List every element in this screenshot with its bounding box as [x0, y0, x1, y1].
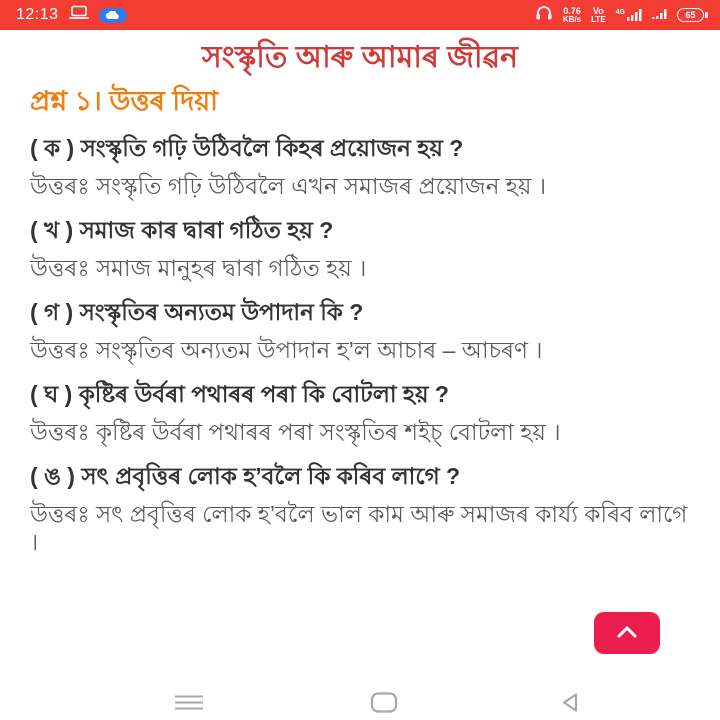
- article-content[interactable]: [0, 30, 720, 616]
- network-speed-indicator: [563, 7, 581, 24]
- volte-icon: [591, 7, 606, 24]
- page-title: সংস্কৃতি আৰু আমাৰ জীৱন: [201, 41, 519, 74]
- headset-icon: [535, 5, 553, 26]
- status-bar-right: [535, 5, 704, 26]
- menu-icon: [172, 693, 206, 716]
- answer-text: উত্তৰঃ কৃষ্টিৰ উৰ্বৰা পথাৰৰ পৰা সংস্কৃতিৰ শইচ্ বোটলা হয় ।: [30, 419, 561, 445]
- qa-item: [30, 298, 690, 364]
- qa-item: [30, 380, 690, 446]
- back-button[interactable]: [556, 690, 584, 719]
- battery-icon: [677, 8, 704, 22]
- network-speed-value: 0.76: [563, 5, 581, 16]
- weather-pill-icon: [99, 8, 127, 23]
- signal-4g-label: 4G: [615, 9, 625, 16]
- status-bar: [0, 0, 720, 30]
- network-speed-unit: KB/s: [562, 14, 582, 24]
- signal-sim2-icon: [652, 6, 667, 24]
- status-bar-left: [16, 5, 127, 25]
- answer-text: উত্তৰঃ সৎ প্ৰবৃত্তিৰ লোক হ’বলৈ ভাল কাম আৰু সমাজৰ কাৰ্য্য কৰিব লাগে ।: [30, 501, 688, 555]
- recents-button[interactable]: [170, 691, 208, 718]
- signal-4g-icon: [616, 9, 642, 21]
- laptop-cast-icon: [69, 5, 89, 25]
- chevron-up-icon: [613, 625, 641, 642]
- answer-text: উত্তৰঃ সমাজ মানুহৰ দ্বাৰা গঠিত হয় ।: [30, 255, 367, 281]
- volte-top-text: Vo: [592, 5, 604, 16]
- qa-item: [30, 462, 690, 556]
- qa-item: [30, 134, 690, 200]
- question-text: ( খ ) সমাজ কাৰ দ্বাৰা গঠিত হয় ?: [30, 217, 334, 243]
- question-text: ( গ ) সংস্কৃতিৰ অন্যতম উপাদান কি ?: [30, 299, 364, 325]
- android-nav-bar: [0, 688, 720, 720]
- page-subtitle: প্ৰশ্ন ১। উত্তৰ দিয়া: [30, 86, 219, 116]
- home-icon: [370, 692, 398, 717]
- question-text: ( ঘ ) কৃষ্টিৰ উৰ্বৰা পথাৰৰ পৰা কি বোটলা হয় ?: [30, 381, 449, 407]
- volte-bottom-text: LTE: [591, 14, 606, 24]
- question-text: ( ঙ ) সৎ প্ৰবৃত্তিৰ লোক হ’বলৈ কি কৰিব লাগে ?: [30, 463, 461, 489]
- answer-text: উত্তৰঃ সংস্কৃতি গঢ়ি উঠিবলৈ এখন সমাজৰ প্ৰয়োজন হয় ।: [30, 173, 547, 199]
- battery-percent-text: 65: [685, 10, 696, 20]
- clock-text: 12:13: [16, 6, 59, 23]
- home-button[interactable]: [368, 690, 400, 719]
- question-text: ( ক ) সংস্কৃতি গঢ়ি উঠিবলৈ কিহৰ প্ৰয়োজন হয় ?: [30, 135, 464, 161]
- answer-text: উত্তৰঃ সংস্কৃতিৰ অন্যতম উপাদান হ’ল আচাৰ – আচৰণ ।: [30, 337, 543, 363]
- qa-item: [30, 216, 690, 282]
- back-icon: [558, 692, 582, 717]
- scroll-to-top-button[interactable]: [594, 612, 660, 654]
